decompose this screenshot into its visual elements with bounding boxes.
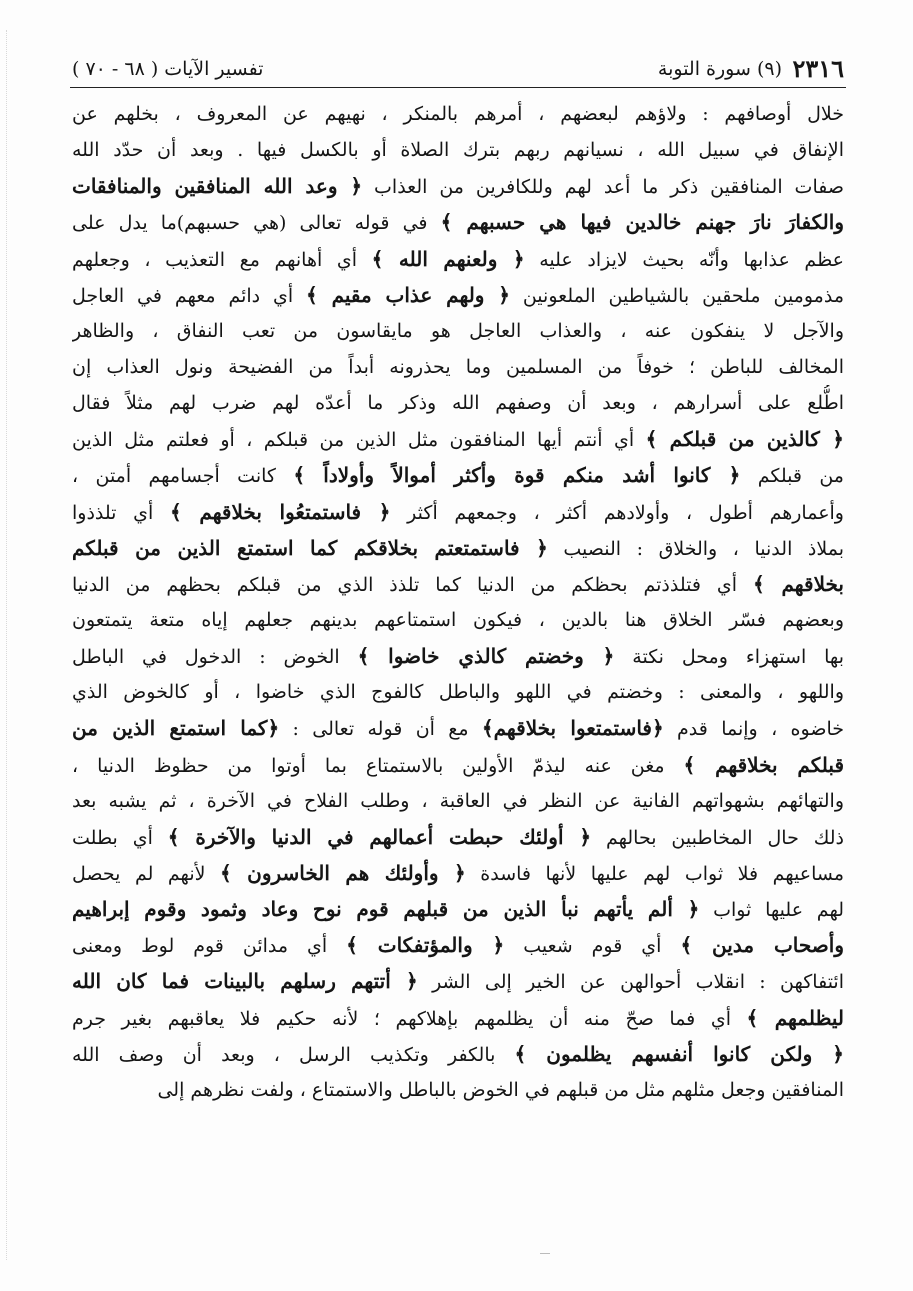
commentary-text: واللهو ، والمعنى : وخضتم في اللهو والباطل كالفوج الذي خاضوا ، أو كالخوض الذي xyxy=(72,681,844,704)
quran-quote: ﴿ فاستمتعتم بخلاقكم كما استمتع الذين من قبلكم xyxy=(72,535,548,560)
surah-title: (٩) سورة التوبة xyxy=(657,58,782,80)
text-line xyxy=(72,602,844,638)
text-line xyxy=(72,710,844,746)
text-line xyxy=(72,204,844,240)
commentary-text: في قوله تعالى (هي حسبهم)ما يدل على xyxy=(72,212,441,235)
quran-quote: قبلكم بخلاقهم ﴾ xyxy=(683,752,844,777)
commentary-text: بها استهزاء ومحل نكتة xyxy=(614,646,844,669)
quran-quote: بخلاقهم ﴾ xyxy=(752,571,844,596)
commentary-text: الإنفاق في سبيل الله ، نسيانهم ربهم بترك الصلاة أو بالكسل فيها . وبعد أن حدّد الله xyxy=(72,139,844,162)
commentary-text: مساعيهم فلا ثواب لهم عليها لأنها فاسدة xyxy=(465,862,844,885)
quran-quote: ﴿ أولئك حبطت أعمالهم في الدنيا والآخرة ﴾ xyxy=(167,824,592,849)
text-line xyxy=(72,313,844,349)
commentary-text: ذلك حال المخاطبين بحالهم xyxy=(591,826,844,849)
quran-quote: ﴿ وخضتم كالذي خاضوا ﴾ xyxy=(357,644,615,669)
commentary-text: أي أهانهم مع التعذيب ، وجعلهم xyxy=(72,248,372,271)
commentary-text: كانت أجسامهم أمتن ، xyxy=(72,465,294,488)
text-line xyxy=(72,385,844,421)
text-line xyxy=(72,1072,844,1108)
commentary-text: أي فتلذذتم بحظكم من الدنيا كما تلذذ الذي من قبلكم بحظهم من الدنيا xyxy=(72,573,753,596)
text-line xyxy=(72,819,844,855)
quran-quote: ﴿ كالذين من قبلكم ﴾ xyxy=(645,427,844,452)
commentary-text: لهم عليها ثواب xyxy=(699,899,844,922)
quran-quote: وأصحاب مدين ﴾ xyxy=(680,933,844,958)
text-line xyxy=(72,277,844,313)
quran-quote: ﴿ وأولئك هم الخاسرون ﴾ xyxy=(219,860,466,885)
text-line xyxy=(72,96,844,132)
quran-quote: ﴿ ولهم عذاب مقيم ﴾ xyxy=(306,282,510,307)
commentary-text: المنافقين وجعل مثلهم مثل من قبلهم في الخوض بالباطل والاستمتاع ، ولفت نظرهم إلى xyxy=(157,1078,844,1101)
text-line xyxy=(72,494,844,530)
commentary-text: مع أن قوله تعالى : xyxy=(279,718,482,741)
commentary-text: لأنهم لم يحصل xyxy=(72,862,220,885)
text-line xyxy=(72,1036,844,1072)
text-line xyxy=(72,891,844,927)
commentary-text: أي دائم معهم في العاجل xyxy=(72,284,307,307)
text-line xyxy=(72,168,844,204)
text-line xyxy=(72,241,844,277)
quran-quote: ﴿ والمؤتفكات ﴾ xyxy=(346,933,505,958)
page-edge-decoration xyxy=(6,30,8,1260)
commentary-text: أي فما صحّ منه أن يظلمهم بإهلاكهم ؛ لأنه حكيم فلا يعاقبهم بغير جرم xyxy=(72,1007,747,1030)
commentary-text: مذمومين ملحقين بالشياطين الملعونين xyxy=(509,284,844,307)
quran-quote: ﴿كما استمتع الذين من xyxy=(72,716,280,741)
text-line xyxy=(72,421,844,457)
commentary-text: خاضوه ، وإنما قدم xyxy=(663,718,844,741)
commentary-text: أي تلذذوا xyxy=(72,501,171,524)
commentary-text: أي أنتم أيها المنافقون مثل الذين من قبلكم ، أو فعلتم مثل الذين xyxy=(72,429,646,452)
commentary-text: أي بطلت xyxy=(72,826,168,849)
quran-quote: ﴿ فاستمتعُوا بخلاقهم ﴾ xyxy=(170,499,391,524)
commentary-text: الخوض : الدخول في الباطل xyxy=(72,646,358,669)
text-line xyxy=(72,783,844,819)
quran-quote: ليظلمهم ﴾ xyxy=(746,1005,844,1030)
commentary-text: مغن عنه ليذمّ الأولين بالاستمتاع بما أوتوا من حظوظ الدنيا ، xyxy=(72,754,684,777)
commentary-text: أي قوم شعيب xyxy=(504,935,681,958)
page-header xyxy=(72,52,844,82)
commentary-text: صفات المنافقين ذكر ما أعد لهم وللكافرين من العذاب xyxy=(362,176,844,199)
quran-quote: ﴿ ألم يأتهم نبأ الذين من قبلهم قوم نوح وعاد وثمود وقوم إبراهيم xyxy=(72,897,700,922)
commentary-text: بملاذ الدنيا ، والخلاق : النصيب xyxy=(547,537,844,560)
quran-quote: ﴿ ولكن كانوا أنفسهم يظلمون ﴾ xyxy=(514,1041,844,1066)
text-line xyxy=(72,674,844,710)
text-line xyxy=(72,530,844,566)
quran-quote: ﴿ أتتهم رسلهم بالبينات فما كان الله xyxy=(72,969,418,994)
quran-quote: ﴿ ولعنهم الله ﴾ xyxy=(371,246,525,271)
text-line xyxy=(72,349,844,385)
commentary-text: والآجل لا ينفكون عنه ، والعذاب العاجل هو مايقاسون من تعب النفاق ، والظاهر xyxy=(72,319,844,342)
commentary-text: بالكفر وتكذيب الرسل ، وبعد أن وصف الله xyxy=(72,1043,515,1066)
text-line xyxy=(72,927,844,963)
commentary-text: خلال أوصافهم : ولاؤهم لبعضهم ، أمرهم بالمنكر ، نهيهم عن المعروف ، بخلهم عن xyxy=(72,103,844,125)
text-line xyxy=(72,638,844,674)
quran-quote: ﴿فاستمتعوا بخلاقهم﴾ xyxy=(481,716,664,741)
text-line xyxy=(72,855,844,891)
quran-quote: والكفارَ نارَ جهنم خالدين فيها هي حسبهم ﴾ xyxy=(440,210,844,235)
commentary-text: ائتفاكهن : انقلاب أحوالهن عن الخير إلى الشر xyxy=(417,971,844,994)
text-line xyxy=(72,747,844,783)
commentary-text: من قبلكم xyxy=(740,465,844,488)
commentary-text: والتهائهم بشهواتهم الفانية عن النظر في العاقبة ، وطلب الفلاح في الآخرة ، ثم يشبه بعد xyxy=(72,789,844,812)
text-line xyxy=(72,1000,844,1036)
text-line xyxy=(72,566,844,602)
commentary-text: المخالف للباطن ؛ خوفاً من المسلمين وما يحذرونه أبداً من الفضيحة ونول العذاب إن xyxy=(72,355,844,378)
section-title: تفسير الآيات ( ٦٨ - ٧٠ ) xyxy=(72,58,264,80)
text-line xyxy=(72,132,844,168)
quran-quote: ﴿ وعد الله المنافقين والمنافقات xyxy=(72,174,363,199)
footer-mark xyxy=(540,1253,550,1254)
page-number: ٢٣١٦ xyxy=(792,54,844,83)
quran-quote: ﴿ كانوا أشد منكم قوة وأكثر أموالاً وأولاداً ﴾ xyxy=(293,463,741,488)
commentary-text: وأعمارهم أطول ، وأولادهم أكثر ، وجمعهم أكثر xyxy=(390,501,844,524)
commentary-text: أي مدائن قوم لوط ومعنى xyxy=(72,935,347,958)
commentary-text: عظم عذابها وأنّه بحيث لايزاد عليه xyxy=(524,248,844,271)
commentary-text: وبعضهم فسّر الخلاق هنا بالدين ، فيكون استمتاعهم بدينهم جعلهم إياه متعة يتمتعون xyxy=(72,608,844,631)
body-text xyxy=(72,96,844,1108)
header-rule xyxy=(70,87,846,88)
text-line xyxy=(72,457,844,493)
text-line xyxy=(72,963,844,999)
commentary-text: اطُّلع على أسرارهم ، وبعد أن وصفهم الله وذكر ما أعدّه لهم ضرب لهم مثلاً فقال xyxy=(72,392,844,415)
